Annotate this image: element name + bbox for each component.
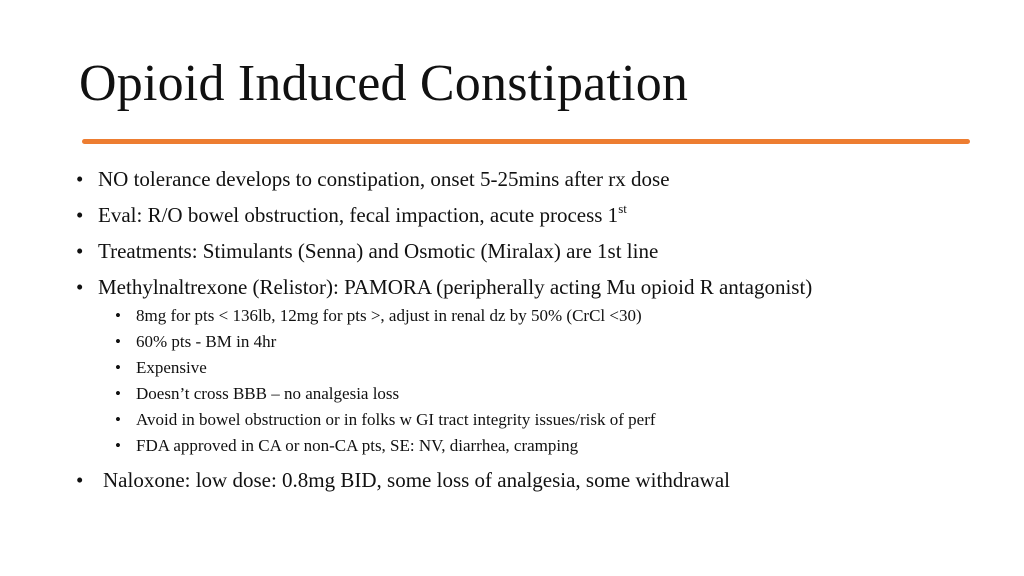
sub-bullet-text: 8mg for pts < 136lb, 12mg for pts >, adjust in renal dz by 50% (CrCl <30) — [136, 306, 642, 325]
sub-bullet-text: Expensive — [136, 358, 207, 377]
sub-bullet-dot: • — [115, 332, 121, 351]
bullet-text-main: Eval: R/O bowel obstruction, fecal impaction, acute process 1 — [98, 203, 619, 227]
bullet-text: Naloxone: low dose: 0.8mg BID, some loss of analgesia, some withdrawal — [103, 468, 730, 492]
sub-bullet-text: Avoid in bowel obstruction or in folks w GI tract integrity issues/risk of perf — [136, 410, 656, 429]
bullet-dot: • — [76, 239, 84, 263]
bullet-dot: • — [76, 167, 84, 191]
bullet-text: Treatments: Stimulants (Senna) and Osmotic (Miralax) are 1st line — [98, 239, 659, 263]
sub-bullet-text: FDA approved in CA or non-CA pts, SE: NV, diarrhea, cramping — [136, 436, 579, 455]
bullet-dot: • — [76, 468, 84, 492]
sub-bullet-dot: • — [115, 436, 121, 455]
sub-bullet-text: Doesn’t cross BBB – no analgesia loss — [136, 384, 400, 403]
bullet-text: Methylnaltrexone (Relistor): PAMORA (peripherally acting Mu opioid R antagonist) — [98, 275, 813, 299]
sub-bullet-text: 60% pts - BM in 4hr — [136, 332, 277, 351]
bullet-text — [98, 202, 627, 228]
sub-bullet-dot: • — [115, 384, 121, 403]
slide-title: Opioid Induced Constipation — [79, 55, 689, 112]
bullet-dot: • — [76, 275, 84, 299]
bullet-text: NO tolerance develops to constipation, onset 5-25mins after rx dose — [98, 167, 670, 191]
bullet-superscript: st — [618, 201, 627, 216]
title-underline — [82, 139, 970, 144]
sub-bullet-dot: • — [115, 358, 121, 377]
sub-bullet-dot: • — [115, 306, 121, 325]
bullet-dot: • — [76, 203, 84, 227]
sub-bullet-dot: • — [115, 410, 121, 429]
